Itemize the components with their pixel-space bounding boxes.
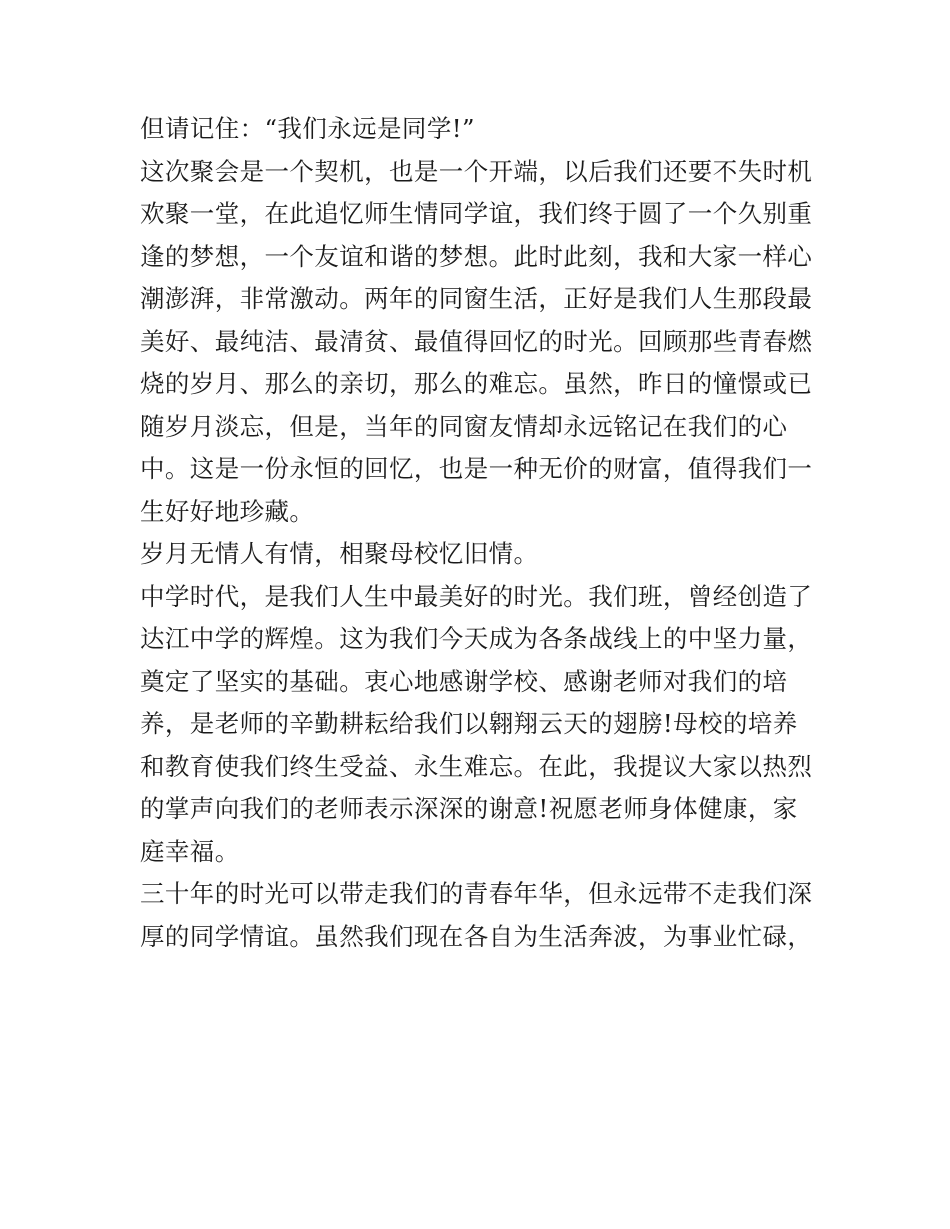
text-line: 和教育使我们终生受益、永生难忘。在此，我提议大家以热烈 [140, 751, 813, 781]
text-line: 美好、最纯洁、最清贫、最值得回忆的时光。回顾那些青春燃 [140, 326, 813, 356]
text-line: 奠定了坚实的基础。衷心地感谢学校、感谢老师对我们的培 [140, 666, 788, 696]
text-line: 岁月无情人有情，相聚母校忆旧情。 [140, 539, 539, 568]
text-line: 逢的梦想，一个友谊和谐的梦想。此时此刻，我和大家一样心 [140, 241, 813, 271]
text-line: 厚的同学情谊。虽然我们现在各自为生活奔波，为事业忙碌， [140, 921, 813, 951]
text-line: 烧的岁月、那么的亲切，那么的难忘。虽然，昨日的憧憬或已 [140, 369, 813, 398]
text-line: 养，是老师的辛勤耕耘给我们以翱翔云天的翅膀!母校的培养 [140, 709, 798, 738]
body-text [140, 108, 820, 958]
text-line: 生好好地珍藏。 [140, 496, 315, 526]
text-line: 达江中学的辉煌。这为我们今天成为各条战线上的中坚力量， [140, 624, 813, 653]
text-line: 庭幸福。 [140, 836, 240, 866]
text-line: 三十年的时光可以带走我们的青春年华，但永远带不走我们深 [140, 879, 813, 908]
text-line: 中学时代，是我们人生中最美好的时光。我们班，曾经创造了 [140, 581, 813, 611]
text-line: 欢聚一堂，在此追忆师生情同学谊，我们终于圆了一个久别重 [140, 199, 813, 228]
text-line: 的掌声向我们的老师表示深深的谢意!祝愿老师身体健康，家 [140, 794, 798, 823]
text-line: 随岁月淡忘，但是，当年的同窗友情却永远铭记在我们的心 [140, 411, 788, 441]
text-line: 潮澎湃，非常激动。两年的同窗生活，正好是我们人生那段最 [140, 284, 813, 313]
text-line: 但请记住：“我们永远是同学!” [140, 114, 475, 143]
text-line: 中。这是一份永恒的回忆，也是一种无价的财富，值得我们一 [140, 454, 813, 483]
text-line: 这次聚会是一个契机，也是一个开端，以后我们还要不失时机 [140, 156, 813, 186]
